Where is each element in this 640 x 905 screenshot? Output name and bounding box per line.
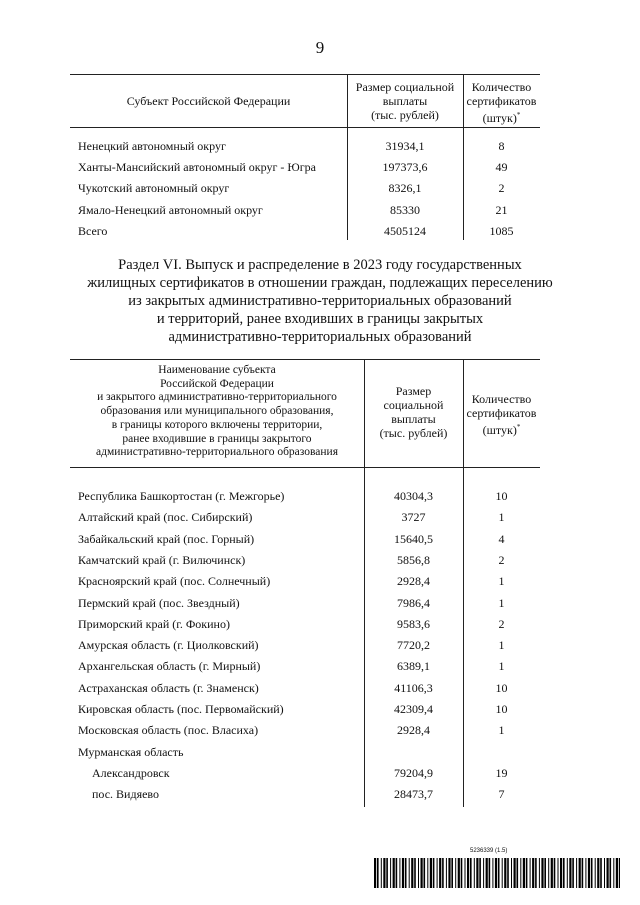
barcode-bar: [421, 858, 423, 888]
row-certificate-count: 49: [495, 160, 508, 175]
barcode-bar: [610, 858, 612, 888]
barcode-bar: [535, 858, 537, 888]
row-subject-name: Московская область (пос. Власиха): [78, 723, 259, 738]
barcode-bar: [402, 858, 404, 888]
barcode-bar: [467, 858, 469, 888]
row-payment-value: 41106,3: [394, 680, 433, 695]
table-2-header-payment: Размер социальной выплаты (тыс. рублей): [379, 384, 448, 440]
row-payment-value: 9583,6: [397, 616, 430, 631]
barcode-bar: [563, 858, 565, 888]
row-subject-name: Ямало-Ненецкий автономный округ: [78, 202, 263, 217]
barcode-bar: [541, 858, 543, 888]
barcode-bar: [567, 858, 568, 888]
row-subject-name: Всего: [78, 223, 108, 238]
row-subject-name: Чукотский автономный округ: [78, 181, 230, 196]
barcode-bar: [597, 858, 599, 888]
barcode-bar: [377, 858, 379, 888]
barcode-bar: [558, 858, 559, 888]
barcode-bar: [483, 858, 484, 888]
row-payment-value: 85330: [390, 202, 420, 217]
row-payment-value: 7986,4: [397, 595, 430, 610]
row-subject-name: Мурманская область: [78, 744, 184, 759]
barcode-bar: [470, 858, 472, 888]
row-payment-value: 6389,1: [397, 659, 430, 674]
barcode-bar: [442, 858, 444, 888]
barcode-bar: [526, 858, 528, 888]
row-certificate-count: 10: [495, 680, 508, 695]
row-certificate-count: 2: [498, 552, 505, 567]
row-payment-value: 4505124: [384, 223, 426, 238]
barcode-bar: [600, 858, 602, 888]
barcode-bar: [489, 858, 491, 888]
barcode-bar: [448, 858, 450, 888]
row-certificate-count: 4: [498, 531, 505, 546]
barcode-bar: [504, 858, 506, 888]
row-payment-value: 7720,2: [397, 638, 430, 653]
barcode-bar: [396, 858, 398, 888]
table-1-header-subject: Субъект Российской Федерации: [126, 94, 291, 108]
barcode-bar: [427, 858, 428, 888]
section-title-line: административно-территориальных образований: [168, 329, 472, 345]
barcode-bar: [433, 858, 435, 888]
row-subject-name: пос. Видяево: [92, 787, 160, 802]
barcode-bar: [437, 858, 438, 888]
barcode-bar: [616, 858, 618, 888]
barcode-bar: [386, 858, 388, 888]
row-certificate-count: 10: [495, 489, 508, 503]
barcode-bar: [495, 858, 497, 888]
row-subject-name: Александровск: [92, 765, 170, 780]
barcode-bar: [604, 858, 605, 888]
row-certificate-count: 2: [498, 181, 505, 196]
barcode-bar: [539, 858, 540, 888]
barcode-bar: [572, 858, 574, 888]
footnote-mark: *: [516, 111, 521, 119]
table-1-header-payment: Размер социальной выплаты (тыс. рублей): [355, 80, 455, 122]
row-payment-value: 2928,4: [397, 723, 430, 738]
barcode-bar: [551, 858, 553, 888]
row-payment-value: 2928,4: [397, 574, 430, 589]
row-payment-value: 15640,5: [394, 531, 433, 546]
footnote-mark: *: [516, 423, 521, 431]
row-subject-name: Кировская область (пос. Первомайский): [78, 702, 284, 716]
barcode-bar: [455, 858, 456, 888]
barcode-bar: [492, 858, 493, 888]
barcode-bar: [439, 858, 441, 888]
barcode-bar: [520, 858, 521, 888]
barcode-bar: [381, 858, 382, 888]
barcode-bar: [613, 858, 614, 888]
row-subject-name: Архангельская область (г. Мирный): [78, 659, 261, 674]
table-1-header-certs: Количество сертификатов (штук)*: [466, 80, 537, 125]
barcode-bar: [619, 858, 620, 888]
barcode-bar: [476, 858, 478, 888]
barcode-bar: [585, 858, 586, 888]
barcode-bar: [399, 858, 400, 888]
row-certificate-count: 2: [498, 616, 505, 631]
barcode-bar: [579, 858, 581, 888]
barcode-bar: [514, 858, 516, 888]
barcode-bar: [474, 858, 475, 888]
barcode: [374, 858, 620, 888]
row-subject-name: Амурская область (г. Циолковский): [78, 638, 259, 653]
row-subject-name: Забайкальский край (пос. Горный): [78, 531, 255, 546]
barcode-bar: [554, 858, 556, 888]
barcode-bar: [479, 858, 481, 888]
barcode-bar: [374, 858, 376, 888]
barcode-bar: [560, 858, 562, 888]
row-payment-value: 31934,1: [385, 139, 425, 153]
barcode-bar: [390, 858, 391, 888]
barcode-bar: [430, 858, 432, 888]
row-subject-name: Астраханская область (г. Знаменск): [78, 680, 259, 695]
section-title-line: и территорий, ранее входивших в границы закрытых: [156, 311, 484, 327]
section-title-line: Раздел VI. Выпуск и распределение в 2023 году государственных: [118, 257, 522, 273]
row-payment-value: 42309,4: [394, 702, 433, 716]
barcode-bar: [532, 858, 534, 888]
barcode-bar: [465, 858, 466, 888]
row-certificate-count: 1: [498, 595, 505, 610]
barcode-bar: [414, 858, 416, 888]
barcode-number: 5236339 (1.5): [470, 848, 508, 854]
row-subject-name: Республика Башкортостан (г. Межгорье): [78, 489, 285, 503]
barcode-bar: [591, 858, 593, 888]
page-number: 9: [315, 38, 325, 57]
row-certificate-count: 8: [498, 139, 505, 153]
row-subject-name: Приморский край (г. Фокино): [78, 616, 230, 631]
row-certificate-count: 1: [498, 574, 505, 589]
row-subject-name: Пермский край (пос. Звездный): [78, 595, 240, 610]
row-payment-value: 28473,7: [394, 787, 433, 802]
row-payment-value: 40304,3: [394, 489, 433, 503]
table-2-header-subject: Наименование субъекта Российской Федерации и закрытого административно-территориального образования или муниципального образования, в границы которого включены территории, ранее входившие в границы закрытого административно-территориального образования: [96, 364, 338, 459]
row-subject-name: Ханты-Мансийский автономный округ - Югра: [78, 160, 316, 175]
barcode-bar: [383, 858, 385, 888]
row-subject-name: Красноярский край (пос. Солнечный): [78, 574, 271, 589]
section-title-line: из закрытых административно-территориальных образований: [128, 293, 512, 309]
row-certificate-count: 21: [495, 202, 508, 217]
barcode-bar: [523, 858, 525, 888]
row-certificate-count: 1: [498, 723, 505, 738]
barcode-bar: [393, 858, 395, 888]
row-certificate-count: 10: [495, 702, 508, 716]
row-payment-value: 79204,9: [394, 765, 433, 780]
row-certificate-count: 1085: [489, 223, 514, 238]
barcode-bar: [517, 858, 519, 888]
barcode-bar: [451, 858, 453, 888]
row-payment-value: 8326,1: [388, 181, 422, 196]
barcode-bar: [530, 858, 531, 888]
barcode-bar: [595, 858, 596, 888]
table-2-header-certs: Количество сертификатов (штук)*: [466, 392, 537, 437]
barcode-bar: [461, 858, 463, 888]
barcode-bar: [458, 858, 460, 888]
section-title-line: жилищных сертификатов в отношении граждан, подлежащих переселению: [87, 275, 553, 291]
row-payment-value: 5856,8: [397, 552, 430, 567]
row-payment-value: 3727: [401, 510, 426, 525]
barcode-bar: [424, 858, 426, 888]
row-certificate-count: 1: [498, 510, 505, 525]
row-certificate-count: 7: [498, 787, 505, 802]
barcode-bar: [446, 858, 447, 888]
barcode-bar: [405, 858, 407, 888]
barcode-bar: [507, 858, 509, 888]
row-certificate-count: 1: [498, 659, 505, 674]
barcode-bar: [418, 858, 419, 888]
row-subject-name: Камчатский край (г. Вилючинск): [78, 552, 246, 567]
row-subject-name: Ненецкий автономный округ: [78, 139, 226, 153]
row-subject-name: Алтайский край (пос. Сибирский): [78, 510, 253, 525]
barcode-bar: [607, 858, 609, 888]
barcode-bar: [486, 858, 488, 888]
barcode-bar: [511, 858, 512, 888]
barcode-bar: [502, 858, 503, 888]
barcode-bar: [569, 858, 571, 888]
barcode-bar: [582, 858, 584, 888]
row-payment-value: 197373,6: [382, 160, 428, 175]
barcode-bar: [588, 858, 590, 888]
section-title: [0, 256, 640, 346]
barcode-bar: [498, 858, 500, 888]
row-certificate-count: 19: [495, 765, 508, 780]
barcode-bar: [576, 858, 577, 888]
barcode-bar: [544, 858, 546, 888]
barcode-bar: [548, 858, 549, 888]
barcode-bar: [411, 858, 413, 888]
barcode-bar: [409, 858, 410, 888]
row-certificate-count: 1: [498, 638, 505, 653]
